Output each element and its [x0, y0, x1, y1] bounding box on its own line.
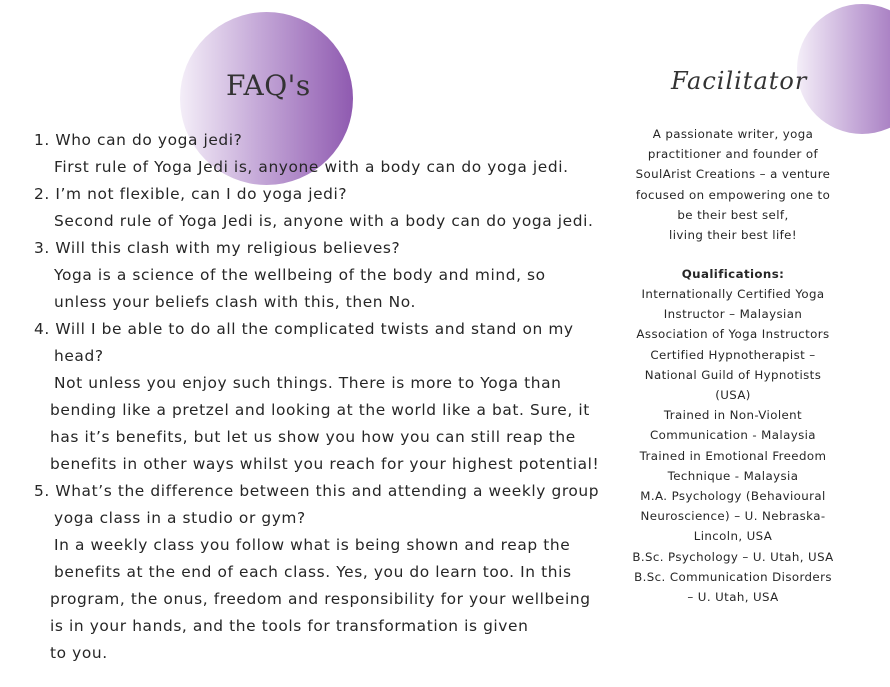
faq-answer-5-line: to you.	[50, 644, 108, 662]
faq-question-3: 3. Will this clash with my religious believes?	[34, 239, 401, 257]
qualification-line: Association of Yoga Instructors	[636, 327, 830, 342]
faq-title: FAQ's	[226, 69, 311, 102]
faq-question-5: 5. What’s the difference between this and attending a weekly group	[34, 482, 600, 500]
faq-answer-5-line: In a weekly class you follow what is being shown and reap the	[54, 536, 571, 554]
faq-answer-5-line: program, the onus, freedom and responsibility for your wellbeing	[50, 590, 591, 608]
faq-answer-1: First rule of Yoga Jedi is, anyone with a body can do yoga jedi.	[54, 158, 569, 176]
qualification-line: Neuroscience) – U. Nebraska-	[640, 509, 826, 524]
faq-answer-5-line: benefits at the end of each class. Yes, you do learn too. In this	[54, 563, 572, 581]
faq-list	[34, 127, 609, 667]
qualification-line: Technique - Malaysia	[667, 468, 799, 483]
qualification-line: (USA)	[715, 387, 751, 402]
faq-answer-4-line: Not unless you enjoy such things. There is more to Yoga than	[54, 374, 562, 392]
faq-question-2: 2. I’m not flexible, can I do yoga jedi?	[34, 185, 348, 203]
bio-line: SoulArist Creations – a venture	[635, 167, 831, 182]
qualification-line: Internationally Certified Yoga	[641, 286, 825, 301]
faq-answer-2: Second rule of Yoga Jedi is, anyone with a body can do yoga jedi.	[54, 212, 594, 230]
faq-question-4: 4. Will I be able to do all the complicated twists and stand on my	[34, 320, 574, 338]
faq-answer-4-line: bending like a pretzel and looking at the world like a bat. Sure, it	[50, 401, 590, 419]
faq-question-5-cont: yoga class in a studio or gym?	[54, 509, 306, 527]
qualification-line: M.A. Psychology (Behavioural	[640, 488, 826, 503]
qualification-line: B.Sc. Psychology – U. Utah, USA	[632, 549, 834, 564]
facilitator-section	[618, 124, 848, 607]
bio-line: living their best life!	[669, 228, 797, 243]
bio-line: be their best self,	[677, 207, 789, 222]
faq-answer-4-line: benefits in other ways whilst you reach for your highest potential!	[50, 455, 600, 473]
faq-question-4-cont: head?	[54, 347, 104, 365]
faq-question-1: 1. Who can do yoga jedi?	[34, 131, 243, 149]
qualification-line: Certified Hypnotherapist –	[650, 347, 816, 362]
faq-answer-3-line: Yoga is a science of the wellbeing of the body and mind, so	[54, 266, 546, 284]
bio-line: A passionate writer, yoga	[652, 127, 814, 141]
qualification-line: Communication - Malaysia	[650, 428, 816, 443]
qualification-line: Trained in Non-Violent	[663, 408, 803, 423]
facilitator-title: Facilitator	[671, 67, 808, 95]
qualification-line: B.Sc. Communication Disorders	[634, 569, 832, 584]
faq-answer-4-line: has it’s benefits, but let us show you how you can still reap the	[50, 428, 576, 446]
qualification-line: National Guild of Hypnotists	[644, 367, 822, 382]
bio-line: practitioner and founder of	[647, 147, 819, 162]
faq-answer-3-line: unless your beliefs clash with this, then No.	[54, 293, 416, 311]
qualifications-heading: Qualifications:	[681, 266, 785, 281]
facilitator-decorative-circle	[797, 4, 890, 134]
qualification-line: Instructor – Malaysian	[663, 307, 803, 322]
faq-answer-5-line: is in your hands, and the tools for transformation is given	[50, 617, 529, 635]
qualification-line: Trained in Emotional Freedom	[639, 448, 827, 463]
qualification-line: Lincoln, USA	[693, 529, 773, 544]
bio-line: focused on empowering one to	[635, 187, 831, 202]
qualification-line: – U. Utah, USA	[687, 589, 779, 604]
